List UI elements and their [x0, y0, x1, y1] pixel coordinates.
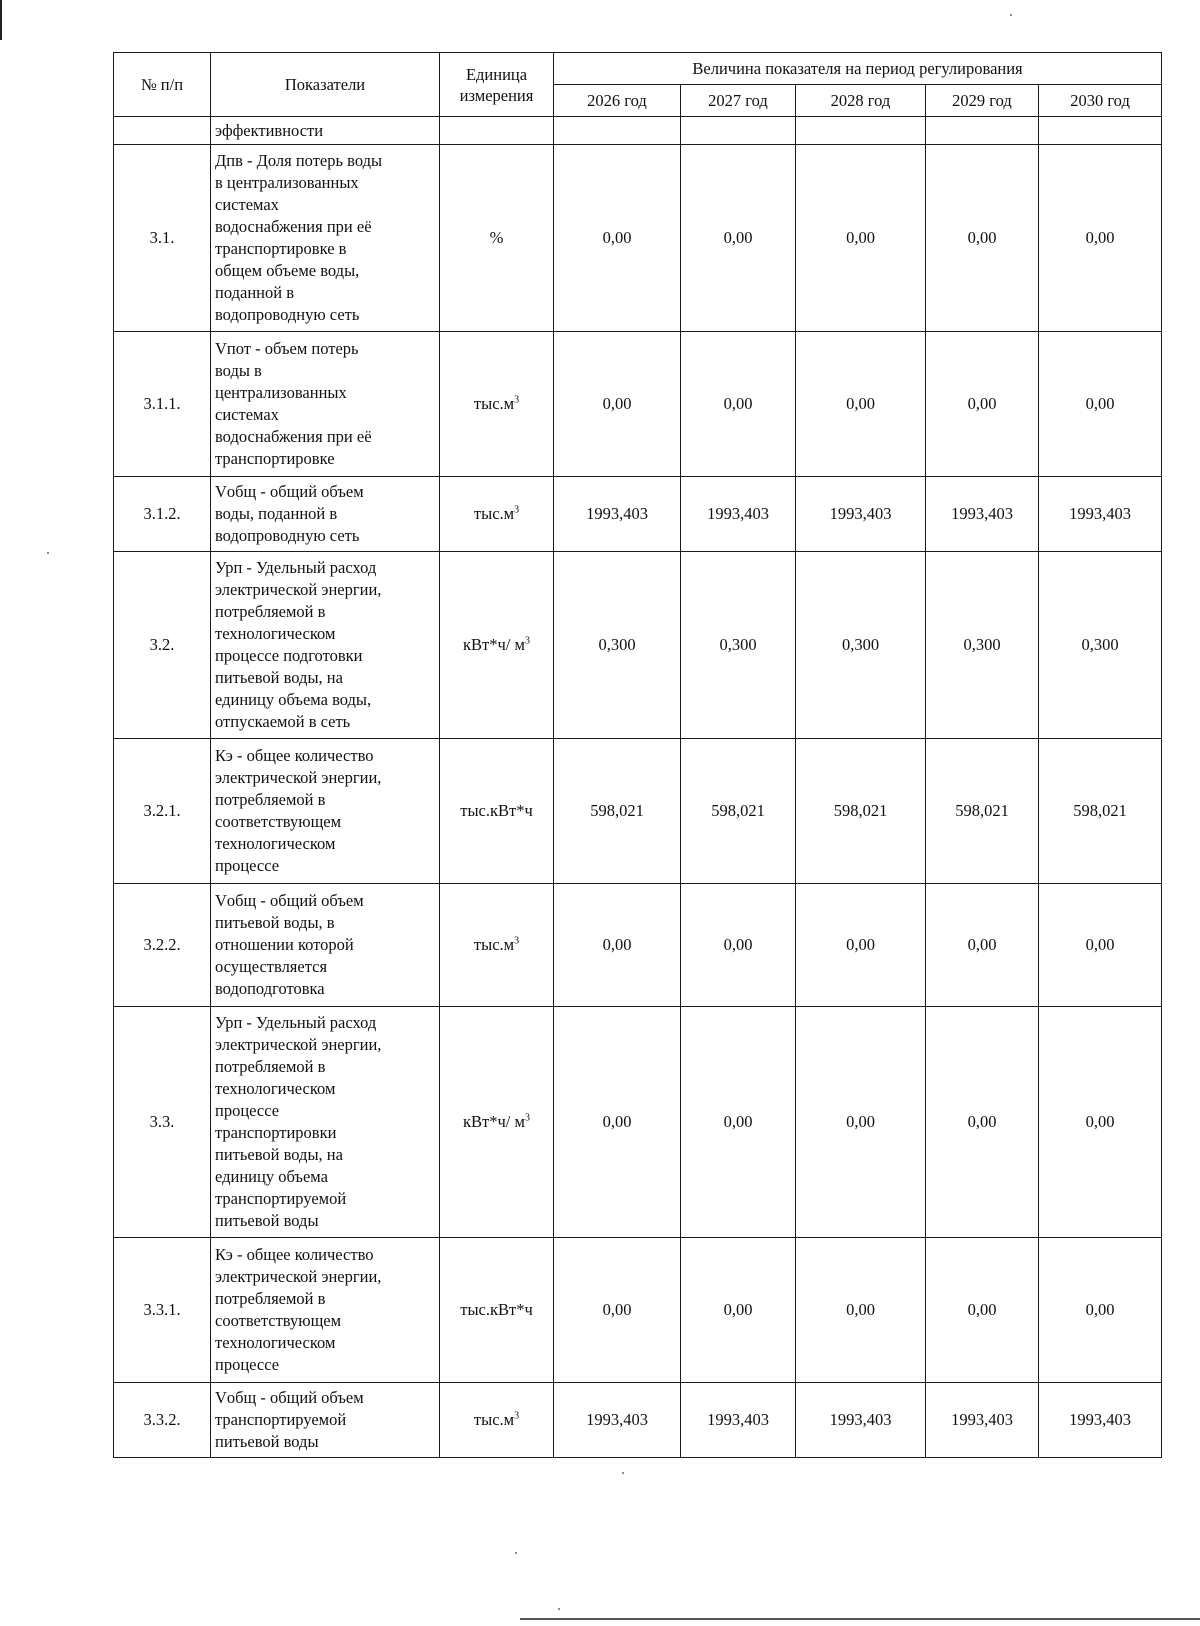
table-header-row: [114, 53, 1162, 85]
header-period: Величина показателя на период регулирования: [554, 53, 1162, 85]
table-row: [114, 145, 1162, 332]
cell-number: 3.1.2.: [114, 477, 211, 552]
cell-indicator: [211, 1238, 440, 1383]
header-year: 2026 год: [554, 85, 681, 117]
cell-value: 1993,403: [926, 1383, 1039, 1458]
indicator-text: Кэ - общее количество электрической энергии, потребляемой в соответствующем технологическом процессе: [215, 746, 382, 875]
cell-value: 0,00: [796, 884, 926, 1007]
unit-superscript: 3: [514, 504, 520, 516]
cell-value: 0,300: [554, 552, 681, 739]
indicator-text: Vпот - объем потерь воды в централизованных системах водоснабжения при её транспортировке: [215, 339, 372, 468]
header-year: 2028 год: [796, 85, 926, 117]
cell-value: 0,00: [796, 332, 926, 477]
scan-speck: [622, 1472, 624, 1474]
cell-value: 0,00: [681, 884, 796, 1007]
table-row-continuation: [114, 117, 1162, 145]
cell-indicator: [211, 332, 440, 477]
cell-value: 1993,403: [554, 477, 681, 552]
cell-value: 0,00: [1039, 1007, 1162, 1238]
indicator-text: Кэ - общее количество электрической энергии, потребляемой в соответствующем технологическом процессе: [215, 1245, 382, 1374]
cell-value: 0,00: [926, 1007, 1039, 1238]
cell-indicator: [211, 145, 440, 332]
cell-value: [681, 117, 796, 145]
cell-number: 3.3.: [114, 1007, 211, 1238]
cell-value: [796, 117, 926, 145]
cell-unit: [440, 145, 554, 332]
table-row: [114, 552, 1162, 739]
cell-number: [114, 117, 211, 145]
indicator-text: Vобщ - общий объем питьевой воды, в отношении которой осуществляется водоподготовка: [215, 891, 364, 998]
scan-speck: [558, 1608, 560, 1610]
cell-value: 0,00: [554, 1238, 681, 1383]
cell-value: 1993,403: [796, 477, 926, 552]
cell-value: 0,300: [796, 552, 926, 739]
cell-indicator: [211, 1007, 440, 1238]
unit-text: тыс.м: [473, 1410, 515, 1429]
cell-value: 0,00: [554, 145, 681, 332]
cell-value: [554, 117, 681, 145]
unit-text: тыс.кВт*ч: [460, 801, 533, 820]
cell-unit: [440, 884, 554, 1007]
cell-value: 0,00: [1039, 1238, 1162, 1383]
unit-text: %: [489, 228, 504, 247]
cell-value: 1993,403: [1039, 477, 1162, 552]
cell-value: 0,00: [681, 1007, 796, 1238]
table-row: [114, 477, 1162, 552]
table-row: [114, 1383, 1162, 1458]
cell-value: 0,00: [796, 145, 926, 332]
cell-unit: [440, 1007, 554, 1238]
cell-unit: [440, 552, 554, 739]
indicator-text: Урп - Удельный расход электрической энергии, потребляемой в технологическом процессе подготовки питьевой воды, на единицу объема воды, отпускаемой в сеть: [215, 558, 382, 731]
cell-value: 1993,403: [681, 477, 796, 552]
cell-indicator: [211, 1383, 440, 1458]
indicators-table: [113, 52, 1162, 1458]
table-row: [114, 1007, 1162, 1238]
table-row: [114, 332, 1162, 477]
cell-unit: [440, 117, 554, 145]
unit-text: кВт*ч/ м: [463, 1112, 525, 1131]
cell-number: 3.2.: [114, 552, 211, 739]
cell-value: 1993,403: [796, 1383, 926, 1458]
header-number: № п/п: [114, 53, 211, 117]
cell-value: 0,00: [554, 1007, 681, 1238]
cell-value: 0,00: [681, 332, 796, 477]
unit-superscript: 3: [524, 635, 530, 647]
cell-value: 1993,403: [681, 1383, 796, 1458]
cell-value: 1993,403: [926, 477, 1039, 552]
scan-bottom-edge: [520, 1618, 1200, 1620]
cell-number: 3.1.: [114, 145, 211, 332]
cell-indicator: [211, 477, 440, 552]
table-row: [114, 884, 1162, 1007]
cell-value: 598,021: [926, 739, 1039, 884]
cell-unit: [440, 1383, 554, 1458]
indicator-text: Урп - Удельный расход электрической энергии, потребляемой в технологическом процессе транспортировки питьевой воды, на единицу объема транспортируемой питьевой воды: [215, 1013, 382, 1230]
cell-value: 598,021: [1039, 739, 1162, 884]
cell-value: 0,00: [926, 332, 1039, 477]
cell-value: 598,021: [554, 739, 681, 884]
cell-number: 3.1.1.: [114, 332, 211, 477]
unit-text: тыс.м: [473, 394, 515, 413]
indicator-text: Vобщ - общий объем воды, поданной в водопроводную сеть: [215, 482, 364, 545]
scan-speck: [1010, 14, 1012, 16]
unit-superscript: 3: [514, 1410, 520, 1422]
unit-text: тыс.м: [473, 935, 515, 954]
cell-number: 3.2.2.: [114, 884, 211, 1007]
cell-unit: [440, 332, 554, 477]
cell-value: 598,021: [681, 739, 796, 884]
table-row: [114, 739, 1162, 884]
cell-value: 0,00: [926, 1238, 1039, 1383]
header-unit: Единица измерения: [440, 53, 554, 117]
indicator-text: Vобщ - общий объем транспортируемой питьевой воды: [215, 1388, 364, 1451]
cell-value: 0,300: [1039, 552, 1162, 739]
cell-value: 598,021: [796, 739, 926, 884]
cell-value: 0,00: [1039, 332, 1162, 477]
cell-number: 3.3.2.: [114, 1383, 211, 1458]
cell-value: [1039, 117, 1162, 145]
unit-text: тыс.м: [473, 504, 515, 523]
header-indicator: Показатели: [211, 53, 440, 117]
unit-text: тыс.кВт*ч: [460, 1300, 533, 1319]
scan-speck: [515, 1552, 517, 1554]
cell-value: 0,00: [554, 884, 681, 1007]
cell-value: 0,00: [1039, 145, 1162, 332]
unit-text: кВт*ч/ м: [463, 635, 525, 654]
header-year: 2027 год: [681, 85, 796, 117]
indicator-text: Дпв - Доля потерь воды в централизованных системах водоснабжения при её транспортировке в общем объеме воды, поданной в водопроводную сеть: [215, 151, 383, 324]
cell-value: 0,00: [554, 332, 681, 477]
cell-value: [926, 117, 1039, 145]
cell-value: 0,00: [926, 145, 1039, 332]
cell-indicator: [211, 739, 440, 884]
cell-unit: [440, 739, 554, 884]
table-row: [114, 1238, 1162, 1383]
cell-unit: [440, 477, 554, 552]
cell-value: 0,300: [926, 552, 1039, 739]
cell-value: 0,00: [681, 1238, 796, 1383]
cell-indicator: [211, 884, 440, 1007]
cell-value: 0,00: [681, 145, 796, 332]
cell-value: 1993,403: [1039, 1383, 1162, 1458]
cell-value: 1993,403: [554, 1383, 681, 1458]
cell-indicator: [211, 552, 440, 739]
scan-speck: [47, 552, 49, 554]
cell-number: 3.2.1.: [114, 739, 211, 884]
unit-superscript: 3: [514, 394, 520, 406]
header-year: 2030 год: [1039, 85, 1162, 117]
cell-number: 3.3.1.: [114, 1238, 211, 1383]
cell-value: 0,00: [1039, 884, 1162, 1007]
header-year: 2029 год: [926, 85, 1039, 117]
scan-edge-mark: [0, 0, 2, 40]
cell-value: 0,300: [681, 552, 796, 739]
cell-indicator: эффективности: [211, 117, 440, 145]
unit-superscript: 3: [524, 1112, 530, 1124]
unit-superscript: 3: [514, 935, 520, 947]
cell-value: 0,00: [796, 1238, 926, 1383]
cell-value: 0,00: [796, 1007, 926, 1238]
cell-unit: [440, 1238, 554, 1383]
cell-value: 0,00: [926, 884, 1039, 1007]
